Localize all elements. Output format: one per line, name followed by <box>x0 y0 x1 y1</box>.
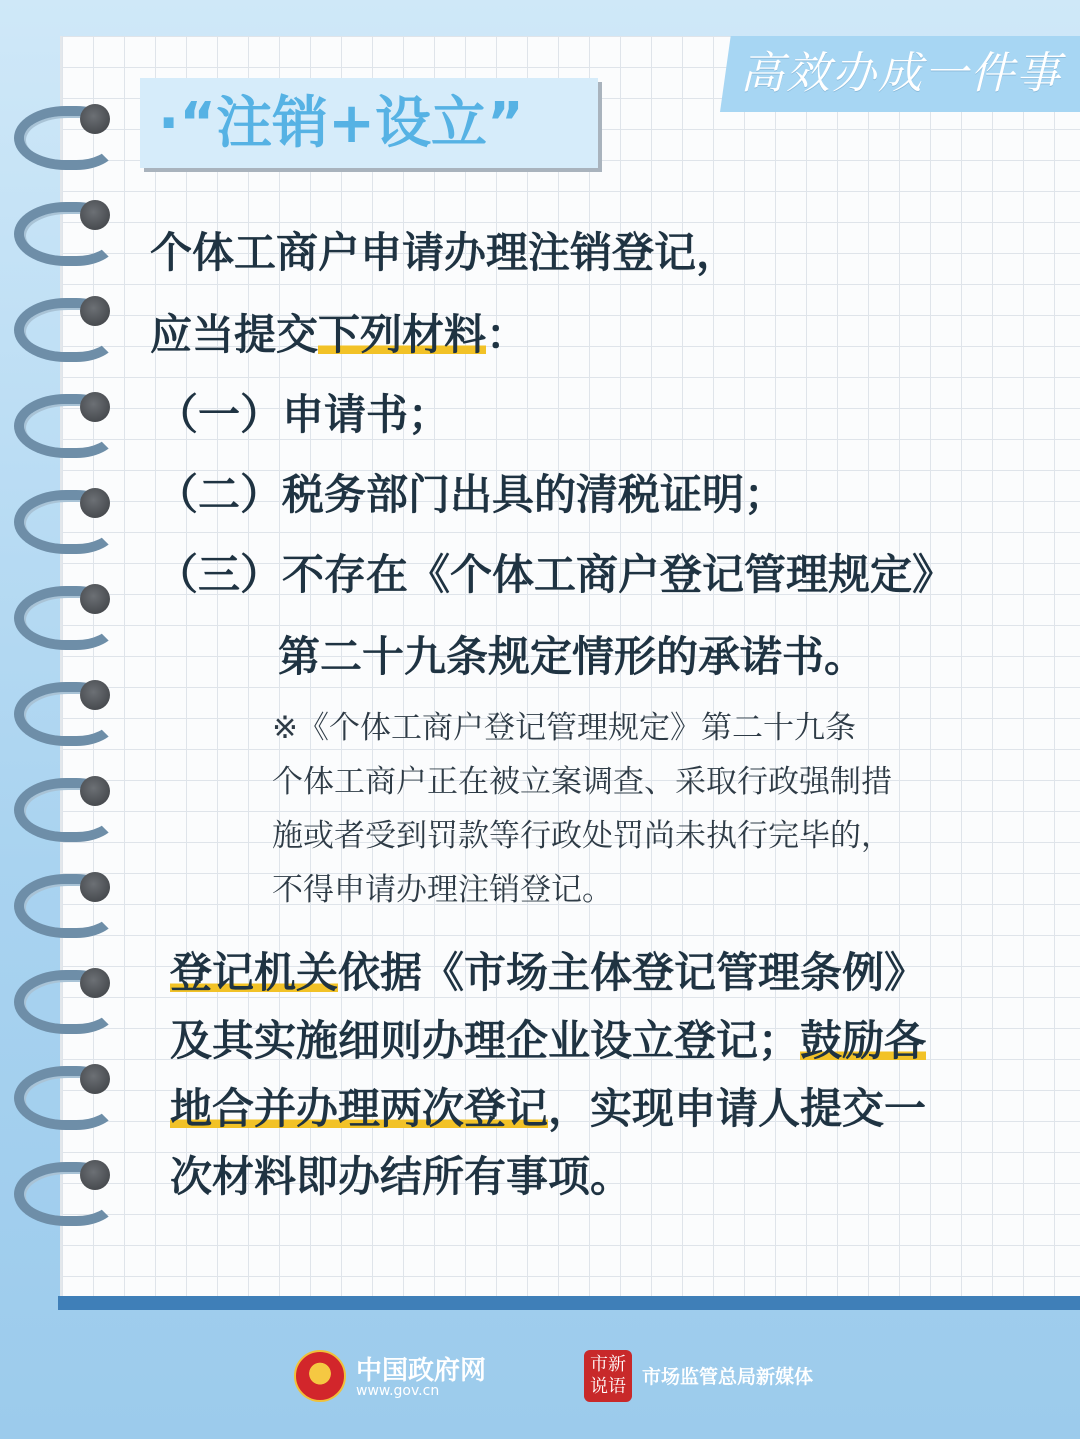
intro-line-2 <box>150 302 528 362</box>
intro-line-2-pre: 应当提交 <box>150 310 319 359</box>
ring-hole <box>80 872 110 902</box>
ring-hole <box>80 488 110 518</box>
ring-hole <box>80 776 110 806</box>
national-emblem-icon <box>294 1350 346 1402</box>
intro-line-1: 个体工商户申请办理注销登记， <box>150 228 739 277</box>
note-line-2: 个体工商户正在被立案调查、采取行政强制措 <box>272 764 892 800</box>
item-3-cont: 第二十九条规定情形的承诺书。 <box>278 632 867 681</box>
intro-highlight: 下列材料 <box>318 310 487 359</box>
ring-hole <box>80 104 110 134</box>
ring-hole <box>80 584 110 614</box>
para-highlight-3: 地合并办理两次登记 <box>170 1084 549 1133</box>
intro-line-2-post: ： <box>486 310 529 359</box>
para-line-3 <box>170 1076 926 1136</box>
ring-hole <box>80 200 110 230</box>
ring-hole <box>80 1160 110 1190</box>
page-title: ·“注销+设立” <box>158 91 524 156</box>
ring-hole <box>80 680 110 710</box>
media-name: 市场监管总局新媒体 <box>642 1366 814 1388</box>
item-3: （三）不存在《个体工商户登记管理规定》 <box>156 550 955 599</box>
para-highlight-1: 登记机关 <box>170 948 339 997</box>
item-1: （一）申请书； <box>156 390 451 439</box>
item-2: （二）税务部门出具的清税证明； <box>156 470 787 519</box>
para-line-4: 次材料即办结所有事项。 <box>170 1152 633 1201</box>
para-line-3-rest: ，实现申请人提交一 <box>548 1084 927 1133</box>
notebook-paper-edge <box>58 1296 1080 1310</box>
note-line-1: ※《个体工商户登记管理规定》第二十九条 <box>272 710 856 746</box>
ring-hole <box>80 296 110 326</box>
ring-hole <box>80 968 110 998</box>
para-highlight-2: 鼓励各 <box>800 1016 927 1065</box>
gov-site-url: www.gov.cn <box>356 1383 440 1399</box>
para-line-2-pre: 及其实施细则办理企业设立登记； <box>170 1016 801 1065</box>
para-line-1-rest: 依据《市场主体登记管理条例》 <box>338 948 927 997</box>
note-line-4: 不得申请办理注销登记。 <box>272 872 613 908</box>
corner-tag-text: 高效办成一件事 <box>740 48 1062 99</box>
ring-hole <box>80 392 110 422</box>
ring-hole <box>80 1064 110 1094</box>
para-line-1 <box>170 940 926 1000</box>
gov-site-name: 中国政府网 <box>356 1356 487 1386</box>
note-line-3: 施或者受到罚款等行政处罚尚未执行完毕的， <box>272 818 892 854</box>
media-logo-icon: 市新说语 <box>584 1350 632 1402</box>
para-line-2 <box>170 1008 926 1068</box>
